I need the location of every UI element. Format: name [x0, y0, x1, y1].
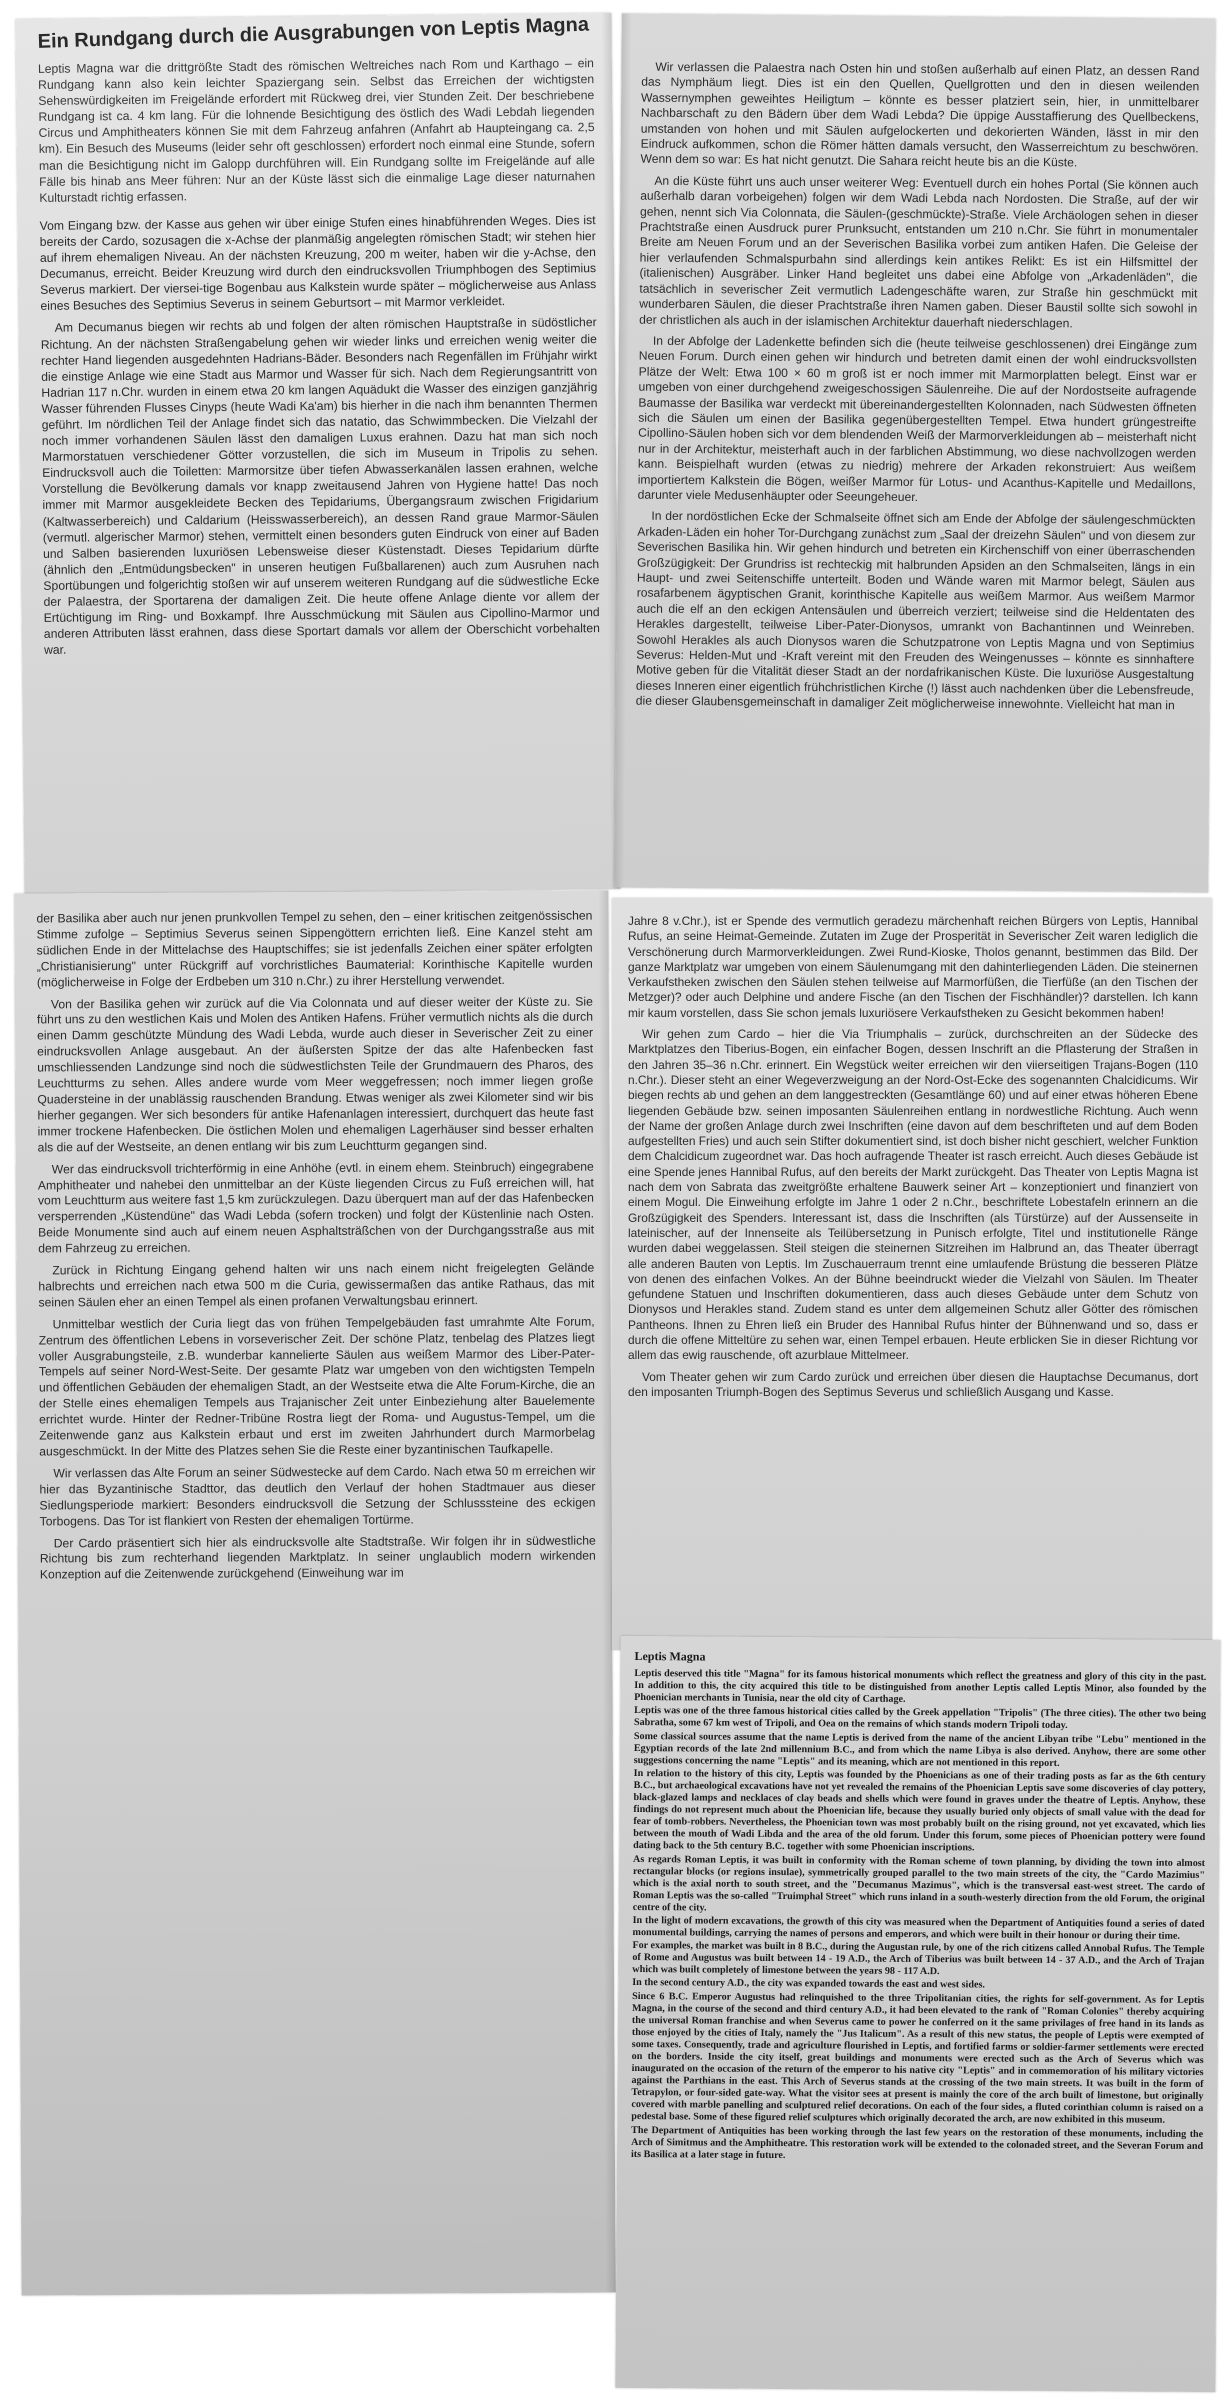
paragraph-altes-forum: Unmittelbar westlich der Curia liegt das von frühen Tempelgebäuden fast umrahmte Alte Forum, Zentrum des öffentlichen Lebens in vorseverischer Zeit. Der schöne Platz, tenbelag des Platzes liegt voller Ausgrabungsteile, z.B. wunderbar kannelierte Säulen aus weißem Marmor des Liber-Pater-Tempels auf seiner Nord-West-Seite. Der gesamte Platz war umgeben von den wichtigsten Tempeln und öffentlichen Gebäuden der ehemaligen Stadt, an der Westseite etwa die Alte Forum-Kirche, die an der Stelle eines ehemaligen Tempels aus Trajanischer Zeit unter Einbeziehung alter Bauelemente errichtet wurde. Hinter der Redner-Tribüne Rostra liegt der Roma- und Augustus-Tempel, um die Zeitenwende ganz aus Kalkstein erbaut und erst im zweiten Jahrhundert durch Marmorbelag ausgeschmückt. In der Mitte des Platzes sehen Sie die Reste einer byzantinischen Taufkapelle. — [38, 1314, 596, 1459]
paragraph-byzantinisches-stadttor: Wir verlassen das Alte Forum an seiner Südwestecke auf dem Cardo. Nach etwa 50 m erreichen wir hier das Byzantinische Stadttor, das deutlich den Verlauf der hohen Stadtmauer aus dieser Siedlungsperiode markiert: Besonders eindrucksvoll die Setzung der Schlusssteine des eckigen Torbogens. Das Tor ist flankiert von Resten der ehemaligen Tortürme. — [39, 1463, 596, 1529]
paragraph-markt-theken: Jahre 8 v.Chr.), ist er Spende des vermutlich geradezu märchenhaft reichen Bürgers von Leptis, Hannibal Rufus, an seine Heimat-Gemeinde. Zutaten im Zuge der Prosperität in Severischer Zeit waren lediglich die Verschönerung durch Marmorverkleidungen. Zwei Rund-Kioske, Tholos genannt, bestimmen das Bild. Der ganze Marktplatz war umgeben von einem Säulenumgang mit den dahinterliegenden Läden. Die steinernen Verkaufstheken zwischen den Säulen stehen teilweise auf Marmorfüßen, die Tierfüße (an den Tischen der Metzger)? oder auch Delphine und andere Fische (an den Tischen der Fischhändler)? darstellen. Ich kann mir kaum vorstellen, dass Sie schon jemals luxuriösere Verkaufstheken zu Gesicht bekommen haben! — [628, 914, 1198, 1020]
page-middle-right — [612, 898, 1212, 1650]
paragraph-basilika-kanzel: der Basilika aber auch nur jenen prunkvollen Tempel zu sehen, den – einer kritischen zeitgenössischen Stimme zufolge – Septimius Severus seinen Sippengöttern errichten ließ. Eine Kanzel steht am südlichen Ende in der Mittelachse des Hauptschiffes; sie ist jedenfalls Zeichen einer später erfolgten „Christianisierung" unter Rückgriff auf vorchristliches Baumaterial: Korinthische Kapitelle wurden (möglicherweise in Folge der Erdbeben um 310 n.Chr.) zu ihrer Herstellung verwendet. — [36, 908, 593, 990]
english-paragraph: Leptis was one of the three famous historical cities called by the Greek appellation "Tripolis" (The three cities). The other two being Sabratha, some 67 km west of Tripoli, and Oea on the remains of which stands modern Tripoli today. — [633, 1705, 1207, 1732]
english-paragraph: In relation to the history of this city, Leptis was founded by the Phoenicians as one of their trading posts as far as the 6th century B.C., but archaeological excavations have not yet revealed the remains of the Phoenician Leptis save some discoveries of clay pottery, black-glazed lamps and necklaces of clay beads and shells which were found in graves under the theatre of Leptis. Anyhow, these findings do not represent much about the Phoenician life, because they usually buried only objects of small value with the dead for fear of tomb-robbers. Nevertheless, the Phoenician town was most probably built on the rising ground, not yet excavated, which lies between the mouth of Wadi Libda and the area of the old forum. Under this forum, some pieces of Phoenician pottery were found dating back to the 5th century B.C. together with some Phoenician inscriptions. — [633, 1767, 1206, 1854]
paragraph-nymphaeum: Wir verlassen die Palaestra nach Osten hin und stoßen außerhalb auf einen Platz, an dessen Rand das Nymphäum liegt. Dies ist ein den Quellen, Quellgrotten und den in diesen weilenden Wassernymphen geweihtes Heiligtum – könnte es besser platziert sein, hier, in unmittelbarer Nachbarschaft zu den Bädern über dem Wadi Lebda? Die üppige Ausstaffierung des Quellbeckens, umstanden von hohen und mit Säulen aufgelockerten und dekorierten Wänden, lässt in mir den Eindruck aufkommen, schon die Römer hätten damals versucht, den Wasserreichtum zu beschwören. Wenn dem so war: Es hat nicht genutzt. Die Sahara reicht heute bis an die Küste. — [640, 59, 1200, 170]
paragraph-amphitheater: Wer das eindrucksvoll trichterförmig in eine Anhöhe (evtl. in einem ehem. Steinbruch) eingegrabene Amphitheater und nahebei den unmittelbar an der Küste liegenden Circus zu Fuß erreichen will, hat vom Leuchtturm aus weitere fast 1,5 km zurückzulegen. Dazu überquert man auf der das Hafenbecken versperrenden „Küstendüne" das Wadi Lebda (sofern trocken) und folgt der Küstenlinie nach Osten. Beide Monumente sind auch auf einem neuen Asphaltsträßchen von der Durchgangsstraße aus mit dem Fahrzeug zu erreichen. — [37, 1159, 595, 1256]
paragraph-marktplatz: Der Cardo präsentiert sich hier als eindrucksvolle alte Stadtstraße. Wir folgen ihr in südwestliche Richtung bis zum rechterhand liegenden Marktplatz. In seiner unglaublich modern wirkenden Konzeption auf die Zeitenwende zurückgehend (Einweihung war im — [39, 1533, 596, 1582]
page-bottom-left — [14, 890, 615, 2295]
english-paragraph: In the light of modern excavations, the growth of this city was measured when the Department of Antiquities found a series of dated monumental buildings, carrying the names of persons and emperors, and which were built in their honour or during their time. — [632, 1914, 1205, 1942]
page-fold-shadow — [614, 13, 632, 887]
paragraph-eingang: Vom Eingang bzw. der Kasse aus gehen wir über einige Stufen eines hinabführenden Weges. Dies ist bereits der Cardo, sozusagen die x-Achse der planmäßig angelegten römischen Stadt; wir stehen hier auf ihrem ehemaligen Niveau. An der nächsten Kreuzung, 200 m weiter, haben wir die y-Achse, den Decumanus, erreicht. Beider Kreuzung wird durch den eindrucksvollen Triumphbogen des Septimius Severus markiert. Der viersei-tige Bogenbau aus Kalkstein wurde später – möglicherweise aus Anlass eines Besuches des Septimius Severus in seinem Geburtsort – mit Marmor verkleidet. — [39, 212, 597, 314]
paragraph-neues-forum: In der Abfolge der Ladenkette befinden sich die (heute teilweise geschlossenen) drei Eingänge zum Neuen Forum. Durch einen gehen wir hindurch und betreten damit einen der wohl eindrucksvollsten Plätze der Welt: Etwa 100 × 60 m groß ist er noch immer mit Marmorplatten belegt. Einst war er umgeben von einer durchgehend zweigeschossigen Säulenreihe. Die auf der Nordostseite aufragende Baumasse der Basilika war verdeckt mit übereinandergestellten Kolonnaden, nach Südwesten öffneten sich die Säulen um einen der Basilika gegenübergestellten Tempel. Etwa hundert grüngestreifte Cipollino-Säulen hoben sich vor dem blendenden Weiß der Marmorverkleidungen ab – meisterhaft nicht nur in der Architektur, meisterhaft auch in der farblichen Abstimmung, wo diese nachvollzogen werden kann. Beispielhaft wurden (etwas zu niedrig) mehrere der Arkaden rekonstruiert: Aus weißem importiertem Kalkstein die Bögen, weißer Marmor für Lotus- und Acanthus-Kapitelle und Medaillons, darunter viele Medusenhäupter oder Seeungeheuer. — [637, 333, 1198, 504]
english-paragraph: The Department of Antiquities has been working through the last few years on the restoration of these monuments, including the Arch of Simitmus and the Amphitheatre. This restoration work will be extended to the colonaded street, and the Severan Forum and its Basilica at a later stage in future. — [630, 2124, 1204, 2161]
english-paragraph: Leptis deserved this title "Magna" for its famous historical monuments which reflect the greatness and glory of this city in the past. In addition to this, the city acquired this title to be distinguished from another Leptis called Leptis Minor, also founded by the Phoenician merchants in Tunisia, near the old city of Carthage. — [634, 1668, 1207, 1706]
paragraph-rueckweg: Vom Theater gehen wir zum Cardo zurück und erreichen über diesen die Hauptachse Decumanus, dort den imposanten Triumph-Bogen des Septimus Severus und schließlich Ausgang und Kasse. — [628, 1369, 1198, 1399]
page-top-right — [614, 13, 1216, 892]
page-title: Ein Rundgang durch die Ausgrabungen von Leptis Magna — [37, 13, 590, 53]
paragraph-via-colonnata: An die Küste führt uns auch unser weiterer Weg: Eventuell durch ein hohes Portal (Sie können auch außerhalb daran vorbeigehen) folgen wir dem Wadi Lebda nach Nordosten. Die Straße, auf der wir gehen, nennt sich Via Colonnata, die Säulen-(geschmückte)-Straße. Viele Archäologen sehen in dieser Prachtstraße einen Ausdruck purer Prunksucht, entstanden um 210 n.Chr. Sie führt in monumentaler Breite am Neuen Forum und an der Severischen Basilika vorbei zum antiken Hafen. Die Geleise der hier verlaufenden Schmalspurbahn sind allerdings kein antikes Relikt: Es ist ein Hilfsmittel der (italienischen) Ausgräber. Linker Hand begleitet uns dabei eine Abfolge von „Arkadenläden", die tatsächlich in severischer Zeit vermutlich Ladengeschäfte waren, zur Straße hin geschmückt mit wunderbaren Säulen, die dieser Prachtstraße ihren Namen gaben. Dieser Baustil sollte sich sowohl in der christlichen als auch in der islamischen Architektur dauerhaft niederschlagen. — [639, 173, 1199, 330]
intro-paragraph: Leptis Magna war die drittgrößte Stadt des römischen Weltreiches nach Rom und Karthago – ein Rundgang kann also kein leichter Spaziergang sein. Selbst das Erreichen der wichtigsten Sehenswürdigkeiten im Freigelände erfordert mit Rückweg drei, vier Stunden Zeit. Der beschriebene Rundgang ist ca. 4 km lang. Für die lohnende Besichtigung des östlich des Wadi Lebdah liegenden Circus und Amphitheaters können Sie mit dem Fahrzeug anfahren (Anfahrt ab Haupteingang ca. 2,5 km). Ein Besuch des Museums (leider sehr oft geschlossen) erfordert noch einmal eine Stunde, sofern man die Besichtigung nicht im Galopp durchführen will. Ein Rundgang sollte im Freigelände auf alle Fälle bis hinab ans Meer führen: Nur an der Küste lässt sich die einmalige Lage dieser naturnahen Kulturstadt richtig erfassen. — [37, 56, 596, 205]
english-paragraph: For examples, the market was built in 8 B.C., during the Augustan rule, by one of the rich citizens called Annobal Rufus. The Temple of Rome and Augustus was built between 14 - 19 A.D., the Arch of Tiberius was built between 14 - 37 A.D., and the Arch of Trajan which was built completely of limestone between the years 98 - 117 A.D. — [632, 1940, 1205, 1978]
sheet-title: Leptis Magna — [634, 1649, 706, 1664]
page-english-sheet — [615, 1636, 1220, 2392]
page-top-left — [15, 13, 620, 895]
paragraph-curia: Zurück in Richtung Eingang gehend halten wir uns nach einem nicht freigelegten Gelände halbrechts und erreichen nach etwa 500 m die Curia, gewissermaßen das antike Rathaus, das mit seinen Säulen eher an einen Tempel als einen profanen Verwaltungsbau erinnert. — [38, 1260, 595, 1310]
paragraph-hadrians-baeder: Am Decumanus biegen wir rechts ab und folgen der alten römischen Hauptstraße in südöstlicher Richtung. An der nächsten Straßengabelung gehen wir wieder links und erreichen wenig weiter die rechter Hand liegenden ausgedehnten Hadrians-Bäder. Besonders nach Regenfällen im Frühjahr wirkt die einstige Anlage wie eine Stadt aus Marmor und Wasser für sich. Nach dem Regierungsantritt von Hadrian 117 n.Chr. wurden in einem etwa 20 km langen Aquädukt die Wasser des einzigen ganzjährig Wasser führenden Flusses Cinyps (heute Wadi Ka'am) bis hierher in die nach ihm benannten Thermen geführt. Im nördlichen Teil der Anlage findet sich das natatio, das Schwimmbecken. Die Vielzahl der noch immer vorhandenen Säulen lässt den damaligen Luxus erahnen. Dazu hat man sich noch Marmorstatuen verschiedener Götter vorzustellen, die sich im Museum in Tripolis zu sehen. Eindrucksvoll auch die Toiletten: Marmorsitze über tiefen Abwasserkanälen lassen erahnen, welche Vorstellung die Bevölkerung damals vor knapp zweitausend Jahren von Hygiene hatte! Das noch immer mit Marmor ausgekleidete Becken des Tepidariums, Übergangsraum zwischen Frigidarium (Kaltwasserbereich) und Caldarium (Heisswasserbereich), an dessen Rand graue Marmor-Säulen (vermutl. algerischer Marmor) stehen, vermittelt einen besonders guten Eindruck von einer auf Baden und Salben basierenden luxuriösen Lebensweise dieser Küstenstadt. Dieses Tepidarium dürfte (ähnlich den „Entmüdungsbecken" in unseren heutigen Fußballarenen) auch zum Ausruhen nach Sportübungen und folgerichtig stoßen wir auf unserem weiteren Rundgang auf die südwestliche Ecke der Palaestra, der Sportarena der damaligen Zeit. Die heute offene Anlage diente vor allem der Ertüchtigung im Ring- und Boxkampf. Ihre Ausschmückung mit Säulen aus Cipollino-Marmor und anderen Attributen lässt erahnen, dass diese Sportart damals vor allem der Oberschicht vorbehalten war. — [40, 315, 600, 658]
english-paragraph: In the second century A.D., the city was expanded towards the east and west sides. — [632, 1977, 985, 1991]
english-paragraph: Some classical sources assume that the name Leptis is derived from the name of the ancient Libyan tribe "Lebu" mentioned in the Egyptian records of the late 2nd millennium B.C., and from which the name Libya is also derived. Anyhow, there are some other suggestions concerning the name "Leptis" and its meaning, which are not mentioned in this report. — [633, 1730, 1206, 1769]
paragraph-antiker-hafen: Von der Basilika gehen wir zurück auf die Via Colonnata und auf dieser weiter der Küste zu. Sie führt uns zu den westlichen Kais und Molen des Antiken Hafens. Früher vermutlich nichts als die durch einen Damm geschützte Mündung des Wadi Lebda, wurde auch dieser in Severischer Zeit zu einer eindrucksvollen Anlage ausgebaut. An der äußersten Spitze der das alte Hafenbecken fast umschliessenden Landzunge sind noch die südwestlichsten Teile der Grundmauern des Pharos, des Leuchtturms zu sehen. Alles andere wurde vom Meer weggefressen; noch immer liegen große Quadersteine in der unablässig rauschenden Brandung. Etwas weniger als zwei Kilometer sind wir bis hierher gegangen. Wer sich besonders für antike Hafenanlagen interessiert, durchquert das heute fast immer trockene Hafenbecken. Die östlichen Molen und ehemaligen Lagerhäuser sind besser erhalten als die auf der Westseite, an denen entlang wir bis zum Leuchtturm gegangen sind. — [36, 994, 594, 1155]
paragraph-severische-basilika: In der nordöstlichen Ecke der Schmalseite öffnet sich am Ende der Abfolge der säulengeschmückten Arkaden-Läden ein hoher Tor-Durchgang zunächst zum „Saal der dreizehn Säulen" und von diesem zur Severischen Basilika hin. Wir gehen hindurch und betreten ein Kirchenschiff von einer überraschenden Großzügigkeit: Der Grundriss ist rechteckig mit halbrunden Apsiden an den Schmalseiten, längs in ein Haupt- und zwei Seitenschiffe unterteilt. Boden und Wände waren mit Marmor belegt, Säulen aus rosafarbenem ägyptischen Granit, korinthische Kapitelle aus weißem Marmor. Aus weißem Marmor auch die elf an den eckigen Antensäulen und überreich verziert; teilweise sind die Heldentaten des Herakles dargestellt, teilweise Liber-Pater-Dionysos, umrankt von Bachantinnen und Weinreben. Sowohl Herakles als auch Dionysos waren die Schutzpatrone von Leptis Magna und von Septimius Severus: Helden-Mut und -Kraft vereint mit den Freuden des Weingenusses – könnte es sinnhaftere Motive geben für die Vitalität dieser Stadt an der nordafrikanischen Küste. Die luxuriöse Ausgestaltung dieses Inneren einer eigentlich frühchristlichen Kirche (!) lässt auch nachdenken über die Lebensfreude, die dieser Glaubensgemeinschaft in damaliger Zeit möglicherweise innewohnte. Vielleicht hat man in — [635, 509, 1196, 713]
english-paragraph: Since 6 B.C. Emperor Augustus had relinquished to the three Tripolitanian cities, the rights for self-government. As for Leptis Magna, in the course of the second and third century A.D., it had been elevated to the rank of "Roman Colonies" thereby acquiring the universal Roman franchise and when Severus came to power he conferred on it the same privilages of free hand in its lands as those enjoyed by the cities of Italy, namely the "Jus Italicum". As a result of this new status, the people of Leptis were exempted of some taxes. Consequently, trade and agriculture flourished in Leptis, and fortified farms or soldier-farmer settlements were erected on the borders. Inside the city itself, great buildings and monuments were erected such as the Arch of Severus which was inaugurated on the occasion of the return of the emperor to his native city "Leptis" and in commemoration of his military victories against the Parthians in the east. This Arch of Severus stands at the crossing of the two main streets. It was built in the form of Tetrapylon, or four-sided gate-way. What the visitor sees at present is mainly the core of the arch built of limestone, but originally covered with marble panelling and sculptured relief decorations. On each of the four sides, a fluted corinthian column is raised on a pedestal base. Some of these figured relief sculptures which originally decorated the arch, are now exhibited in this museum. — [631, 1990, 1205, 2127]
english-paragraph: As regards Roman Leptis, it was built in conformity with the Roman scheme of town planning, by dividing the town into almost rectangular blocks (or regions insulae), symmetrically grouped parallel to the two main streets of the city, the "Cardo Mazimius" which is the axial north to south street, and the "Decumanus Mazimus", which is the transversal east-west street. The cardo of Roman Leptis was the so-called "Truimphal Street" which runs inland in a south-westerly direction from the old Forum, the original centre of the city. — [632, 1853, 1206, 1914]
paragraph-theater: Wir gehen zum Cardo – hier die Via Triumphalis – zurück, durchschreiten an der Südecke des Marktplatzes den Tiberius-Bogen, ein einfacher Bogen, dessen Inschrift an die Pflasterung der Straßen in den Jahren 35–36 n.Chr. erinnert. Ein Wegstück weiter erreichen wir den viierseitigen Trajans-Bogen (110 n.Chr.). Dieser steht an einer Wegeverzweigung an der Nord-Ost-Ecke des sogenannten Chalcidicums. Wir biegen rechts ab und gehen an dem langgestreckten (Gesamtlänge 60) und auf einer etwas höheren Ebene liegenden Gebäude bzw. seinen imposanten Säulenreihen entlang in nordwestliche Richtung. Auch wenn der Name der großen Anlage durch zwei Inschriften (eine davon auf dem beschrifteten und auf dem Boden aufgestellten Fries) und auch sein Stifter dokumentiert sind, ist doch bisher nicht geschiert, welcher Funktion dem Chalcidicum zugeordnet war. Das hoch aufragende Theater ist rasch erreicht. Auch dieses Gebäude ist eine Spende jenes Hannibal Rufus, auf den bereits der Markt zurückgeht. Das Theater von Leptis Magna ist nach dem von Sabrata das zweitgrößte erhaltene Bauwerk seiner Art – konzeptioniert und finanziert von einem Mogul. Die Einweihung erfolgte im Jahre 1 oder 2 n.Chr., beschriftete Lobestafeln erinnern an die Großzügigkeit des Spenders. Interessant ist, dass die Inschriften (als Türstürze) auf der Aussenseite in lateinischer, auf der Innenseite als Teilübersetzung in Punisch erfolgte, Titel und institutionelle Ränge wurden dabei weggelassen. Steil steigen die steinernen Sitzreihen im Halbrund an, das Theater überragt alle anderen Bauten von Leptis. Im Zuschauerraum trennt eine umlaufende Brüstung die besseren Plätze von denen des einfachen Volkes. An der Bühne beeindruckt wieder die Vielzahl von Säulen. Im Theater gefundene Statuen und Inschriften dokumentieren, dass auch dieses Gebäude unter dem Schutz von Dionysos und Herakles stand. Zudem stand es unter dem allgemeinen Schutz aller Götter des römischen Pantheons. Ihnen zu Ehren ließ ein Bruder des Hannibal Rufus hinter der Bühnenwand und so, dass er durch die offene Mitteltüre zu sehen war, einen Tempel erbauen. Heute erblicken Sie in dieser Richtung vor allem das ewig rauschende, oft azurblaue Mittelmeer. — [628, 1027, 1198, 1363]
